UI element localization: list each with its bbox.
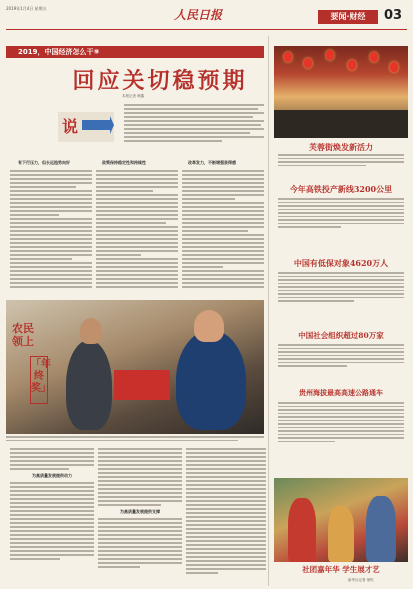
photo-face: [80, 318, 102, 344]
lantern-icon: [348, 60, 356, 70]
story-text-3: [278, 272, 404, 322]
page-number: 03: [384, 8, 403, 23]
crowd-silhouette: [274, 110, 408, 138]
lantern-icon: [326, 50, 334, 60]
lantern-icon: [284, 52, 292, 62]
lantern-icon: [390, 62, 398, 72]
column-heads: [10, 160, 266, 168]
cover-illustration: [58, 108, 114, 144]
column-head-1: 有下行压力，但长远趋势向好: [18, 160, 70, 165]
byline: 本报记者 韩鑫: [122, 94, 145, 98]
photo-title: 农民领上: [12, 322, 34, 348]
lead-paragraph: [124, 104, 264, 152]
bottom-column-2: [98, 448, 182, 584]
photo-figure: [328, 506, 354, 562]
section-label: 要闻·财经: [318, 10, 378, 24]
subhead-2: 为高质量发展提供支撑: [120, 509, 160, 514]
paper-logo: 人民日报: [174, 8, 223, 22]
story-title-1: 芙蓉街焕发新活力: [309, 142, 373, 152]
body-column-2: [96, 170, 178, 300]
svg-text:说: 说: [62, 117, 79, 136]
story-text-4: [278, 344, 404, 382]
story-title-3: 中国有低保对象4620万人: [293, 258, 389, 268]
column-head-2: 政策保持稳定性和持续性: [102, 160, 146, 165]
photo-figure: [176, 330, 246, 430]
lantern-icon: [304, 58, 312, 68]
photo-figure: [366, 496, 396, 562]
photo-title-quote: 「年终奖」: [30, 356, 48, 404]
photo-credit: 新华社记者 徐钦: [348, 578, 374, 582]
story-text-5: [278, 402, 404, 472]
lantern-icon: [370, 52, 378, 62]
bottom-column-1: [10, 448, 94, 584]
headline: 回应关切稳预期: [72, 68, 248, 94]
bottom-column-3: [186, 448, 266, 584]
photo-figure: [66, 340, 112, 430]
story-title-4: 中国社会组织超过80万家: [298, 331, 384, 340]
photo-figure: [288, 498, 316, 562]
column-divider: [268, 36, 269, 586]
photo-face: [194, 310, 224, 342]
issue-date: 2019年1月4日 星期五: [6, 6, 47, 11]
story-title-6: 社团嘉年华 学生展才艺: [302, 565, 380, 574]
column-head-3: 改革发力，不断增强获得感: [188, 160, 236, 165]
photo-caption: [6, 436, 264, 444]
story-text-1: [278, 154, 404, 176]
students-photo: [274, 478, 408, 562]
story-title-5: 贵州海拔最高高速公路通车: [299, 388, 383, 397]
story-text-2: [278, 198, 404, 248]
subhead-1: 为高质量发展提供动力: [32, 473, 72, 478]
body-column-1: [10, 170, 92, 300]
story-title-2: 今年高铁投产新线3200公里: [289, 184, 393, 194]
photo-banknotes: [114, 370, 170, 400]
series-banner: 2019，中国经济怎么干⑨: [6, 46, 264, 58]
masthead: [6, 4, 407, 30]
street-photo: [274, 46, 408, 138]
body-column-3: [182, 170, 264, 300]
